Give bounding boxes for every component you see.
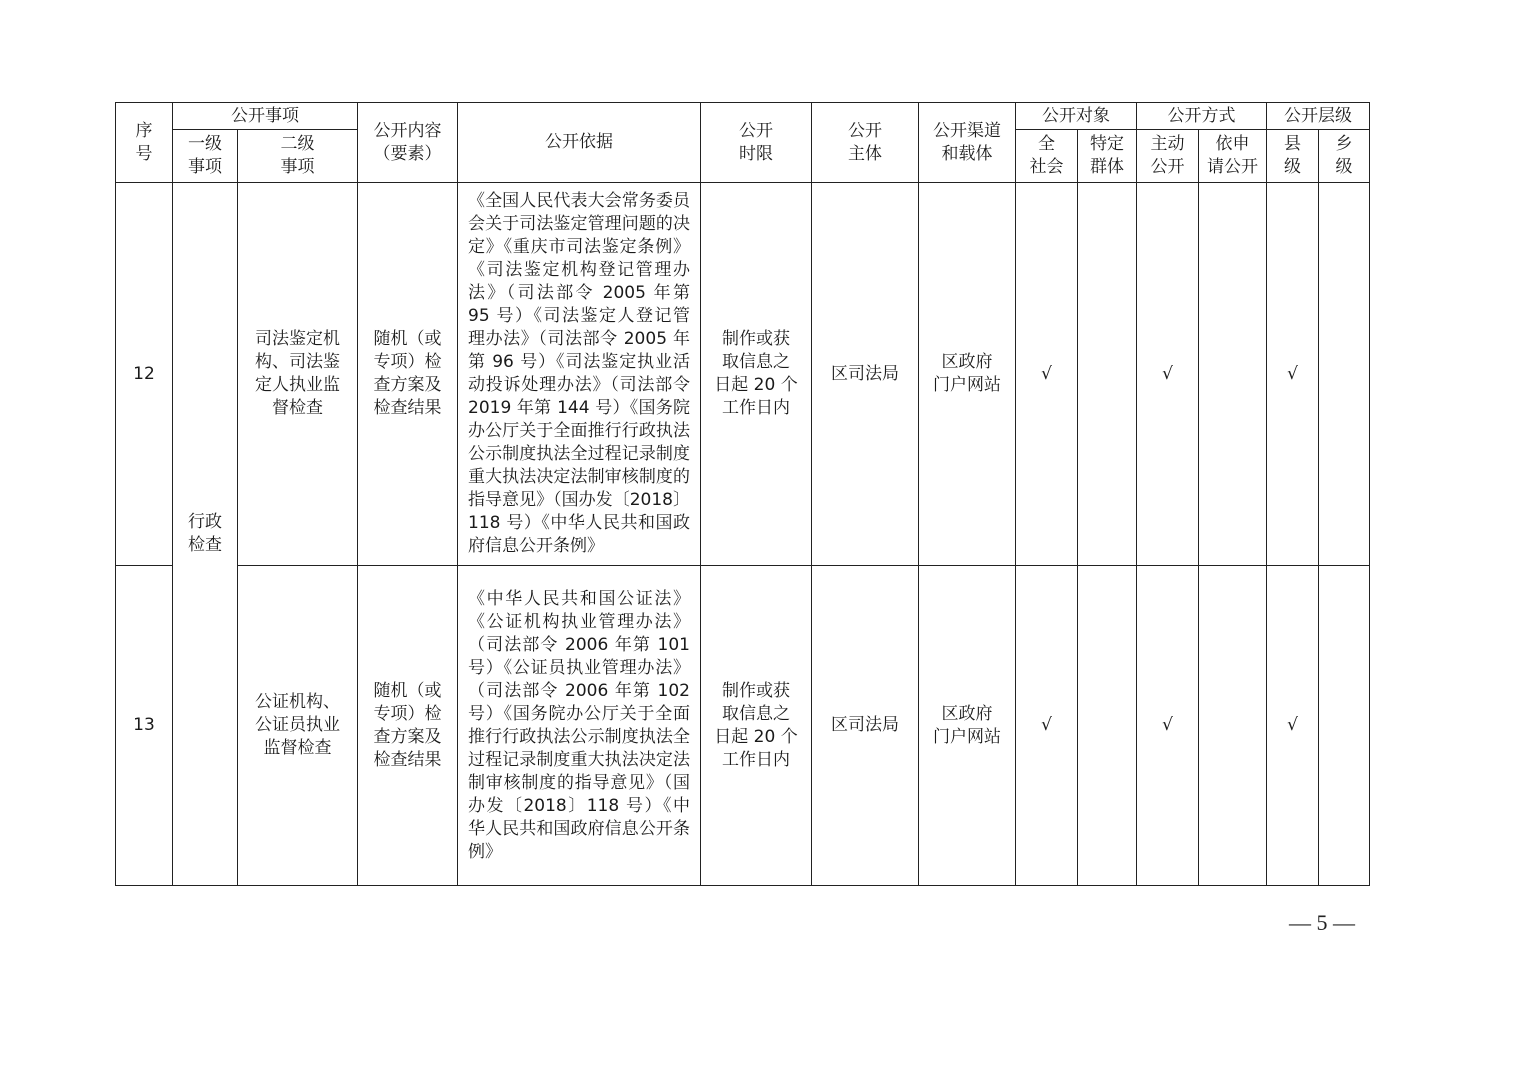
header-level-county: 县 级	[1267, 130, 1319, 183]
row-check-active: √	[1137, 566, 1199, 886]
row-seq: 13	[116, 566, 173, 886]
row-level2: 公证机构、 公证员执业 监督检查	[238, 566, 358, 886]
header-seq: 序 号	[116, 103, 173, 183]
row-subject: 区司法局	[812, 566, 919, 886]
row-subject: 区司法局	[812, 183, 919, 566]
row-time-limit: 制作或获 取信息之 日起 20 个 工作日内	[701, 566, 812, 886]
header-basis: 公开依据	[458, 103, 701, 183]
header-level2: 二级 事项	[238, 130, 358, 183]
row-check-active: √	[1137, 183, 1199, 566]
row-content: 随机（或 专项）检 查方案及 检查结果	[358, 566, 458, 886]
row-check-county: √	[1267, 183, 1319, 566]
header-method-apply: 依申 请公开	[1199, 130, 1267, 183]
row-check-all-society: √	[1016, 183, 1078, 566]
table-row	[116, 183, 1370, 566]
row-check-on-request	[1199, 566, 1267, 886]
row-basis: 《全国人民代表大会常务委员会关于司法鉴定管理问题的决定》《重庆市司法鉴定条例》《司法鉴定机构登记管理办法》（司法部令 2005 年第 95 号）《司法鉴定人登记管理办法》（司法部令 2005 年第 96 号）《司法鉴定执业活动投诉处理办法》（司法部令 2019 年第 144 号）《国务院办公厅关于全面推行行政执法公示制度执法全过程记录制度重大执法决定法制审核制度的指导意见》（国办发〔2018〕118 号）《中华人民共和国政府信息公开条例》	[458, 183, 701, 566]
row-seq: 12	[116, 183, 173, 566]
header-target: 公开对象	[1016, 103, 1137, 130]
header-level1: 一级 事项	[173, 130, 238, 183]
header-time-limit: 公开 时限	[701, 103, 812, 183]
row-check-county: √	[1267, 566, 1319, 886]
row-time-limit: 制作或获 取信息之 日起 20 个 工作日内	[701, 183, 812, 566]
row-channel: 区政府 门户网站	[919, 183, 1016, 566]
table-row	[116, 566, 1370, 886]
header-method-active: 主动 公开	[1137, 130, 1199, 183]
header-channel: 公开渠道 和载体	[919, 103, 1016, 183]
row-check-town	[1319, 566, 1370, 886]
page-number: — 5 —	[1289, 910, 1355, 935]
header-content: 公开内容 （要素）	[358, 103, 458, 183]
group-level1: 行政 检查	[173, 183, 238, 886]
header-target-all: 全 社会	[1016, 130, 1078, 183]
row-check-on-request	[1199, 183, 1267, 566]
row-basis: 《中华人民共和国公证法》《公证机构执业管理办法》（司法部令 2006 年第 101 号）《公证员执业管理办法》（司法部令 2006 年第 102 号）《国务院办公厅关于全面推行行政执法公示制度执法全过程记录制度重大执法决定法制审核制度的指导意见》（国办发〔2018〕118 号）《中华人民共和国政府信息公开条例》	[458, 566, 701, 886]
header-target-group: 特定 群体	[1078, 130, 1137, 183]
header-public-items: 公开事项	[173, 103, 358, 130]
row-level2: 司法鉴定机 构、司法鉴 定人执业监 督检查	[238, 183, 358, 566]
header-level: 公开层级	[1267, 103, 1370, 130]
row-check-town	[1319, 183, 1370, 566]
header-row-1	[116, 103, 1370, 130]
header-method: 公开方式	[1137, 103, 1267, 130]
row-channel: 区政府 门户网站	[919, 566, 1016, 886]
disclosure-table	[115, 102, 1370, 886]
header-subject: 公开 主体	[812, 103, 919, 183]
row-check-specific-group	[1078, 183, 1137, 566]
header-level-town: 乡 级	[1319, 130, 1370, 183]
row-check-all-society: √	[1016, 566, 1078, 886]
row-check-specific-group	[1078, 566, 1137, 886]
row-content: 随机（或 专项）检 查方案及 检查结果	[358, 183, 458, 566]
